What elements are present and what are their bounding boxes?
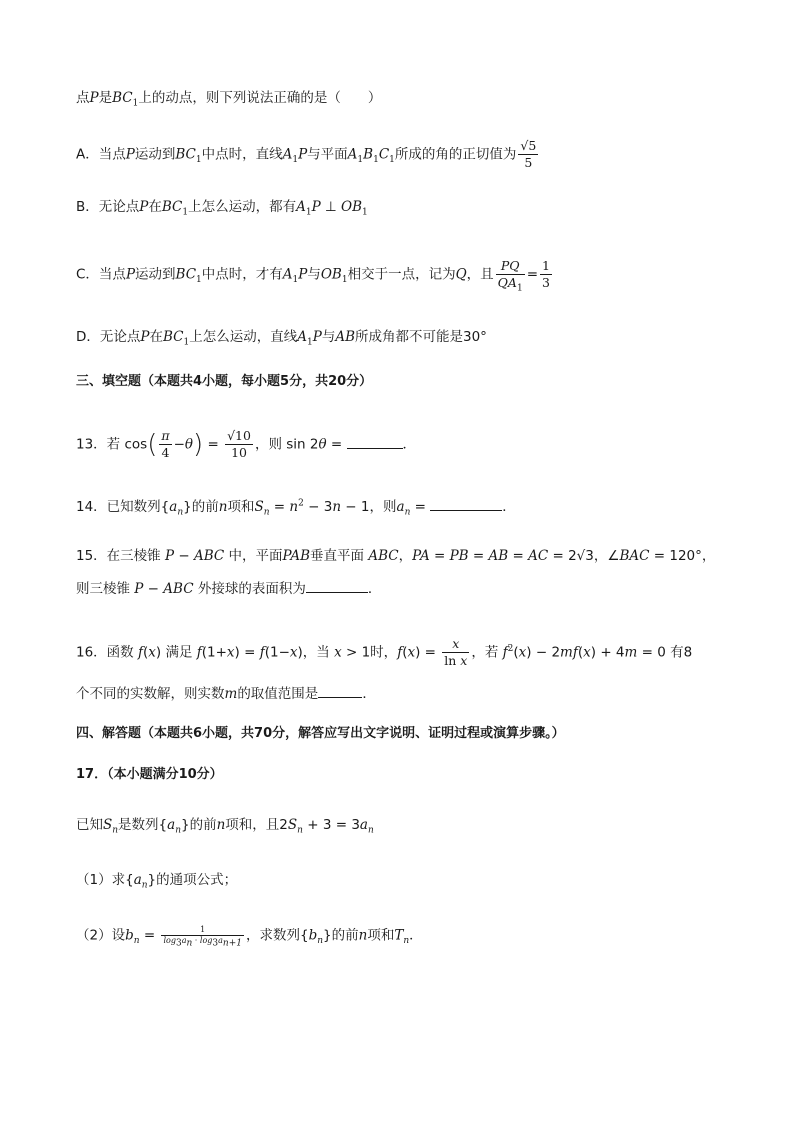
q12-option-a: A．当点P运动到$BC_1$中点时，直线$A_1P$与平面$A_1B_1C_1$所成的角的正切值为 $\frac{√5}{5}$ [76, 138, 537, 170]
q16-line-1: 16．函数 f(x) 满足 f(1+x) = f(1−x)，当 x > 1时，f(x) = $\frac{x}{\text{ln x}}$ ，若 $f^2(x) - 2mf(x) + 4m = 0$ 有8 [76, 636, 693, 668]
q12-stem-tail: 点P是$BC_1$上的动点，则下列说法正确的是（ ） [76, 90, 382, 109]
q17-title: 17．（本小题满分10分） [76, 767, 223, 782]
q17-part-1: （1）求$\{a_n\}$的通项公式； [76, 872, 238, 891]
q12-option-d: D．无论点P在$BC_1$上怎么运动，直线$A_1P$与AB所成角都不可能是30° [76, 329, 487, 348]
section-4-title: 四、解答题（本题共6小题，共70分，解答应写出文字说明、证明过程或演算步骤。） [76, 726, 565, 741]
q15-line-2: 则三棱锥 P − ABC 外接球的表面积为 ． [76, 578, 381, 599]
q17-part-2: （2）设$b_n$ = $\frac{1}{\log_3a_n \cdot \log_3a_{n+1}}$ ，求数列$\{b_n\}$的前n项和$T_n$． [76, 925, 423, 949]
q13: 13．若 cos( $\frac{\pi}{4}$ −θ) = $\frac{√10}{10}$ ，则 sin 2θ = ． [76, 428, 417, 460]
q14: 14．已知数列$\{a_n\}$的前n项和$S_n = n^2 - 3n - 1$，则$a_n$ = ． [76, 496, 516, 517]
q12-option-b: B．无论点P在$BC_1$上怎么运动，都有$A_1P$ ⊥ $OB_1$ [76, 199, 368, 218]
q17-stem: 已知$S_n$是数列$\{a_n\}$的前n项和，且$2S_n + 3 = 3a_n$ [76, 817, 374, 836]
section-3-title: 三、填空题（本题共4小题，每小题5分，共20分） [76, 374, 373, 389]
q15-line-1: 15．在三棱锥 P − ABC 中，平面PAB垂直平面 ABC，PA = PB = AB = AC = 2√3，∠BAC = 120°， [76, 548, 716, 564]
q12-option-c: C．当点P运动到$BC_1$中点时，才有$A_1P$与$OB_1$相交于一点，记为Q，且 $\frac{PQ}{QA_1}$ = $\frac{1}{3}$ [76, 258, 550, 294]
q16-line-2: 个不同的实数解，则实数m的取值范围是 ． [76, 683, 376, 704]
